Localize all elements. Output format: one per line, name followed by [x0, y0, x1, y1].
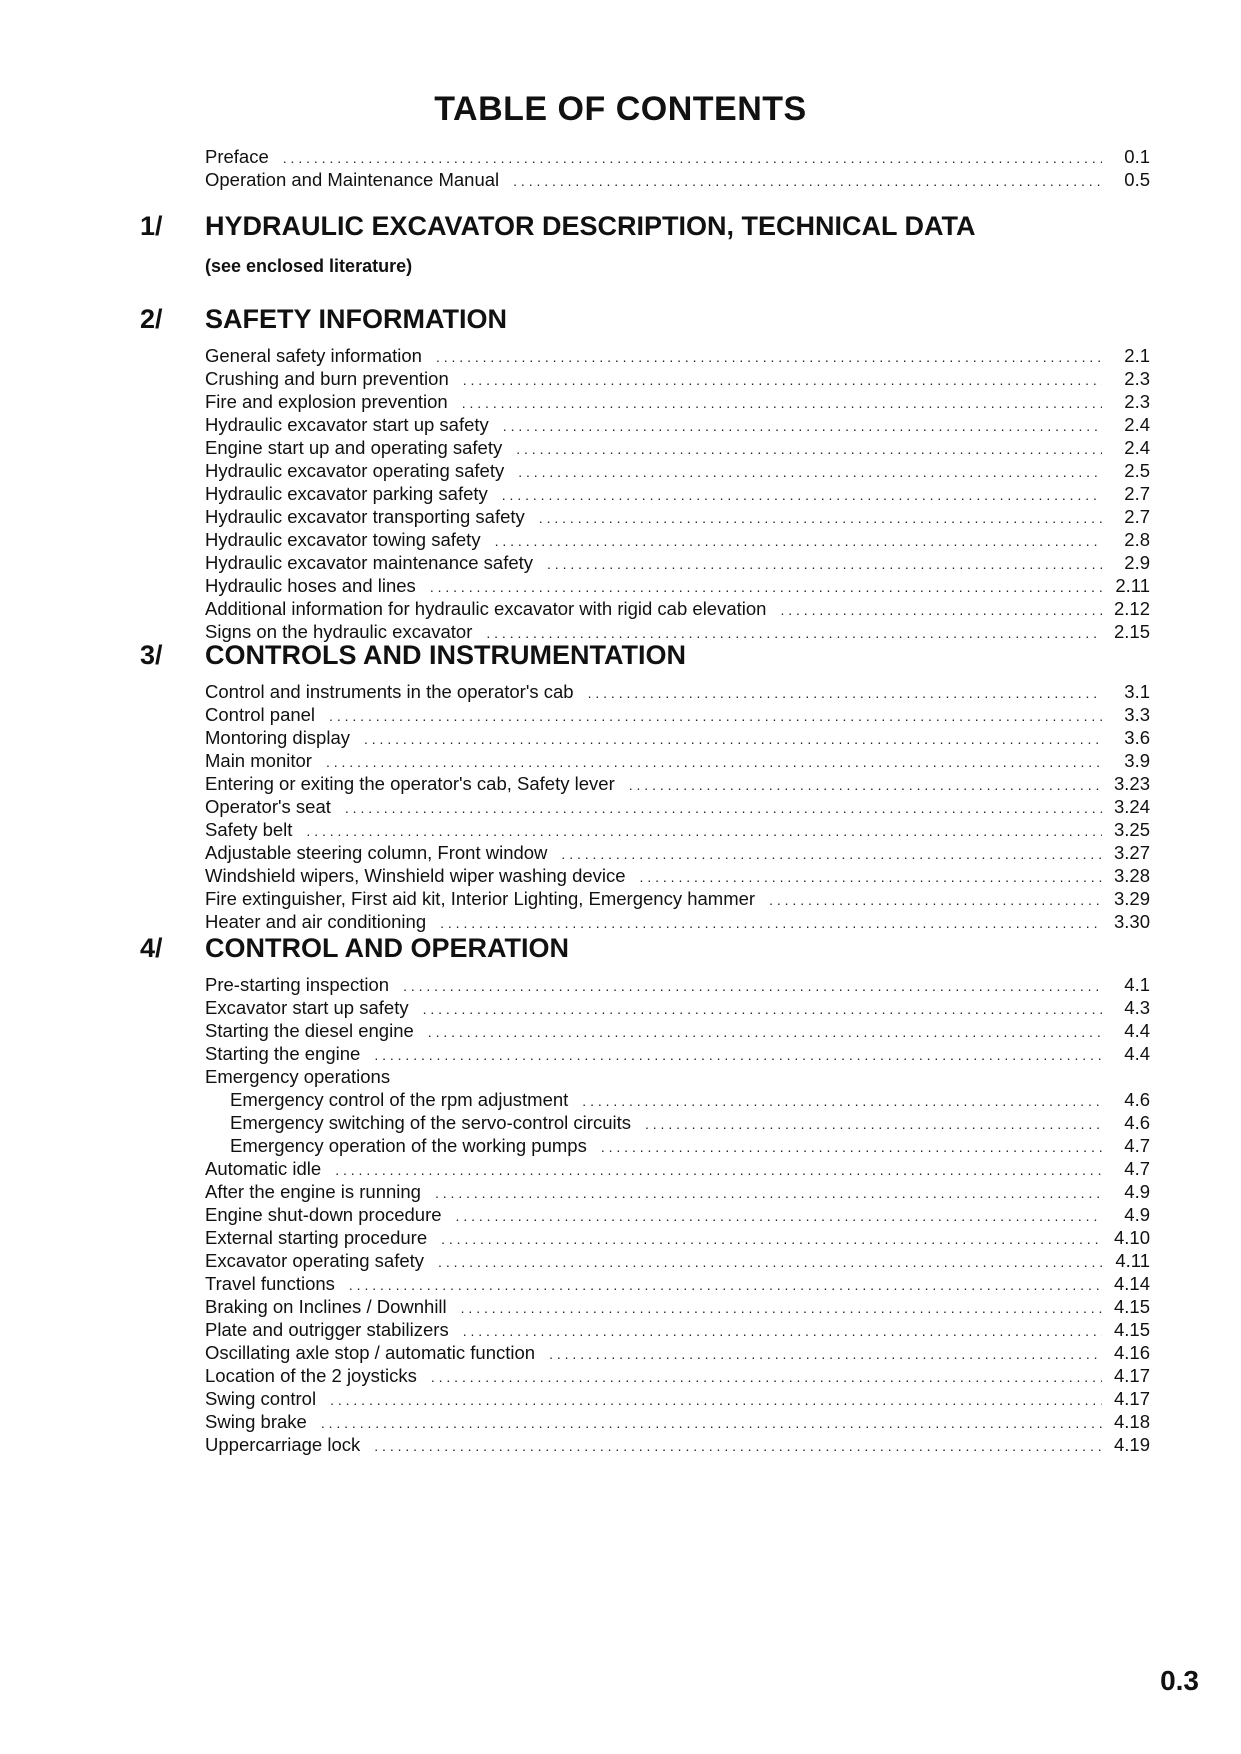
toc-section-4-list [205, 973, 1150, 1456]
toc-dot-leader [435, 1182, 1102, 1205]
toc-dot-leader [440, 912, 1102, 935]
toc-entry-label: Hydraulic excavator transporting safety [205, 506, 525, 527]
toc-entry [205, 505, 1150, 528]
toc-entry [205, 344, 1150, 367]
toc-entry-label: Main monitor [205, 750, 312, 771]
toc-entry [205, 910, 1150, 933]
toc-entry [205, 996, 1150, 1019]
toc-entry-page: 2.8 [1124, 529, 1150, 550]
toc-entry-label: Hydraulic excavator maintenance safety [205, 552, 534, 573]
toc-entry-label: Hydraulic excavator towing safety [205, 529, 481, 550]
toc-entry-label: Excavator start up safety [205, 997, 409, 1018]
toc-entry-page: 4.1 [1124, 974, 1150, 995]
toc-entry [205, 1088, 1150, 1111]
toc-entry-label: Preface [205, 146, 269, 167]
toc-entry-page: 4.19 [1113, 1434, 1150, 1455]
toc-entry-page: 2.4 [1124, 414, 1150, 435]
toc-entry-label: Additional information for hydraulic excavator with rigid cab elevation [205, 598, 767, 619]
toc-dot-leader [423, 998, 1102, 1021]
toc-entry-label: External starting procedure [205, 1227, 428, 1248]
toc-entry-label: Hydraulic excavator start up safety [205, 414, 489, 435]
toc-entry-page: 3.23 [1113, 773, 1150, 794]
toc-entry-page: 4.4 [1124, 1043, 1150, 1064]
toc-entry [205, 1134, 1150, 1157]
toc-entry-label: Hydraulic hoses and lines [205, 575, 416, 596]
toc-entry-page: 2.3 [1124, 368, 1150, 389]
toc-dot-leader [582, 1090, 1102, 1113]
toc-dot-leader [349, 1274, 1102, 1297]
toc-entry-label: Adjustable steering column, Front window [205, 842, 548, 863]
toc-entry-page: 0.1 [1124, 146, 1150, 167]
toc-dot-leader [640, 866, 1102, 889]
toc-dot-leader [436, 346, 1102, 369]
toc-dot-leader [561, 843, 1102, 866]
toc-dot-leader [430, 576, 1102, 599]
toc-entry-label: Starting the engine [205, 1043, 361, 1064]
toc-dot-leader [549, 1343, 1102, 1366]
toc-entry [205, 413, 1150, 436]
toc-dot-leader [364, 728, 1102, 751]
toc-entry-page: 3.27 [1113, 842, 1150, 863]
toc-entry-page: 2.15 [1113, 621, 1150, 642]
toc-dot-leader [769, 889, 1102, 912]
toc-entry-label: Emergency switching of the servo-control circuits [230, 1112, 631, 1133]
toc-entry [205, 1387, 1150, 1410]
toc-entry-page: 4.7 [1124, 1158, 1150, 1179]
toc-entry-label: Hydraulic excavator parking safety [205, 483, 488, 504]
toc-entry-label: Windshield wipers, Winshield wiper washing device [205, 865, 626, 886]
toc-entry [205, 772, 1150, 795]
toc-entry [205, 1410, 1150, 1433]
toc-dot-leader [345, 797, 1102, 820]
toc-entry [205, 390, 1150, 413]
toc-dot-leader [516, 438, 1102, 461]
toc-dot-leader [547, 553, 1102, 576]
toc-dot-leader [321, 1412, 1102, 1435]
toc-entry-page: 2.1 [1124, 345, 1150, 366]
toc-entry [205, 1226, 1150, 1249]
toc-entry [205, 1272, 1150, 1295]
toc-entry-page: 3.30 [1113, 911, 1150, 932]
toc-dot-leader [518, 461, 1102, 484]
toc-entry [205, 703, 1150, 726]
toc-entry [205, 1065, 1150, 1088]
toc-entry-page: 4.17 [1113, 1388, 1150, 1409]
toc-entry-label: Plate and outrigger stabilizers [205, 1319, 449, 1340]
toc-entry [205, 436, 1150, 459]
toc-dot-leader [645, 1113, 1102, 1136]
toc-entry-label: Signs on the hydraulic excavator [205, 621, 473, 642]
toc-entry [205, 168, 1150, 191]
toc-entry [205, 482, 1150, 505]
toc-entry-page: 2.7 [1124, 506, 1150, 527]
toc-entry-page: 2.7 [1124, 483, 1150, 504]
toc-entry [205, 1019, 1150, 1042]
toc-entry-page: 4.7 [1124, 1135, 1150, 1156]
toc-entry-page: 2.12 [1113, 598, 1150, 619]
toc-dot-leader [441, 1228, 1102, 1251]
toc-entry-page: 4.10 [1113, 1227, 1150, 1248]
toc-dot-leader [629, 774, 1102, 797]
toc-entry-label: After the engine is running [205, 1181, 421, 1202]
toc-entry [205, 726, 1150, 749]
toc-entry-page: 4.18 [1113, 1411, 1150, 1432]
toc-entry [205, 1433, 1150, 1456]
toc-entry-label: Fire and explosion prevention [205, 391, 448, 412]
toc-entry-label: Control panel [205, 704, 316, 725]
toc-entry [205, 1318, 1150, 1341]
toc-entry [205, 887, 1150, 910]
toc-entry-label: Fire extinguisher, First aid kit, Interior Lighting, Emergency hammer [205, 888, 756, 909]
toc-entry [205, 818, 1150, 841]
section-number: 4/ [140, 933, 163, 963]
toc-entry [205, 1364, 1150, 1387]
toc-entry-page: 4.14 [1113, 1273, 1150, 1294]
toc-entry-page: 3.29 [1113, 888, 1150, 909]
toc-entry-page: 2.9 [1124, 552, 1150, 573]
toc-entry-label: Engine start up and operating safety [205, 437, 503, 458]
toc-entry-label: Montoring display [205, 727, 350, 748]
toc-entry-page: 2.4 [1124, 437, 1150, 458]
toc-entry [205, 841, 1150, 864]
toc-entry [205, 1203, 1150, 1226]
toc-entry-label: Operator's seat [205, 796, 331, 817]
toc-entry-page: 4.11 [1115, 1250, 1150, 1271]
toc-entry-page: 3.25 [1113, 819, 1150, 840]
toc-entry-label: Crushing and burn prevention [205, 368, 449, 389]
toc-dot-leader [780, 599, 1102, 622]
toc-dot-leader [503, 415, 1102, 438]
toc-entry-label: Emergency operations [205, 1066, 391, 1087]
toc-entry-page: 4.15 [1113, 1296, 1150, 1317]
toc-entry-label: Entering or exiting the operator's cab, Safety lever [205, 773, 615, 794]
toc-entry [205, 551, 1150, 574]
toc-dot-leader [283, 147, 1102, 170]
toc-section-2-list [205, 344, 1150, 643]
toc-entry-label: Braking on Inclines / Downhill [205, 1296, 447, 1317]
toc-entry [205, 1341, 1150, 1364]
toc-entry-page: 4.6 [1124, 1089, 1150, 1110]
toc-dot-leader [306, 820, 1102, 843]
toc-entry-label: General safety information [205, 345, 422, 366]
toc-entry-page: 2.11 [1115, 575, 1150, 596]
toc-dot-leader [601, 1136, 1102, 1159]
toc-dot-leader [326, 751, 1102, 774]
toc-entry-label: Hydraulic excavator operating safety [205, 460, 505, 481]
toc-entry [205, 1295, 1150, 1318]
toc-entry-page: 3.28 [1113, 865, 1150, 886]
toc-entry-page: 4.17 [1113, 1365, 1150, 1386]
toc-entry-label: Starting the diesel engine [205, 1020, 414, 1041]
toc-entry-label: Pre-starting inspection [205, 974, 390, 995]
toc-dot-leader [588, 682, 1102, 705]
section-number: 3/ [140, 640, 163, 670]
toc-dot-leader [461, 1297, 1102, 1320]
toc-entry-page: 4.9 [1124, 1181, 1150, 1202]
toc-dot-leader [495, 530, 1102, 553]
toc-entry-page: 3.6 [1124, 727, 1150, 748]
toc-entry-page: 4.3 [1124, 997, 1150, 1018]
toc-entry-page: 4.16 [1113, 1342, 1150, 1363]
toc-entry [205, 1157, 1150, 1180]
toc-entry [205, 864, 1150, 887]
toc-entry [205, 973, 1150, 996]
toc-entry-label: Control and instruments in the operator's cab [205, 681, 574, 702]
toc-dot-leader [539, 507, 1102, 530]
toc-entry-page: 2.3 [1124, 391, 1150, 412]
toc-entry-label: Uppercarriage lock [205, 1434, 361, 1455]
toc-entry [205, 749, 1150, 772]
toc-entry-label: Swing control [205, 1388, 317, 1409]
section-title: SAFETY INFORMATION [205, 304, 507, 334]
section-1-note: (see enclosed literature) [205, 256, 413, 276]
toc-entry [205, 574, 1150, 597]
toc-entry [205, 528, 1150, 551]
toc-entry-label: Oscillating axle stop / automatic function [205, 1342, 536, 1363]
section-title: HYDRAULIC EXCAVATOR DESCRIPTION, TECHNICAL DATA [205, 211, 976, 241]
toc-entry-page: 2.5 [1124, 460, 1150, 481]
toc-entry [205, 1249, 1150, 1272]
toc-entry-label: Travel functions [205, 1273, 335, 1294]
toc-entry-label: Excavator operating safety [205, 1250, 425, 1271]
toc-dot-leader [513, 170, 1102, 193]
toc-entry-label: Safety belt [205, 819, 293, 840]
toc-entry [205, 795, 1150, 818]
toc-entry-page: 0.5 [1124, 169, 1150, 190]
toc-entry-label: Automatic idle [205, 1158, 322, 1179]
toc-dot-leader [463, 369, 1102, 392]
toc-entry [205, 1180, 1150, 1203]
toc-dot-leader [462, 392, 1102, 415]
section-title: CONTROLS AND INSTRUMENTATION [205, 640, 686, 670]
toc-dot-leader [431, 1366, 1102, 1389]
toc-entry-label: Heater and air conditioning [205, 911, 427, 932]
toc-entry-page: 3.9 [1124, 750, 1150, 771]
toc-entry-page: 4.9 [1124, 1204, 1150, 1225]
toc-entry [205, 597, 1150, 620]
toc-entry-label: Engine shut-down procedure [205, 1204, 442, 1225]
toc-dot-leader [329, 705, 1102, 728]
toc-entry-label: Location of the 2 joysticks [205, 1365, 417, 1386]
toc-dot-leader [330, 1389, 1102, 1412]
page-title: TABLE OF CONTENTS [434, 90, 807, 128]
toc-dot-leader [403, 975, 1102, 998]
toc-entry-label: Emergency operation of the working pumps [230, 1135, 587, 1156]
toc-entry [205, 1042, 1150, 1065]
toc-dot-leader [456, 1205, 1102, 1228]
toc-entry-page: 3.3 [1124, 704, 1150, 725]
toc-entry-label: Operation and Maintenance Manual [205, 169, 500, 190]
toc-dot-leader [428, 1021, 1102, 1044]
toc-entry-page: 4.4 [1124, 1020, 1150, 1041]
toc-dot-leader [374, 1435, 1102, 1458]
toc-dot-leader [502, 484, 1102, 507]
page-number: 0.3 [1160, 1665, 1199, 1696]
toc-entry [205, 367, 1150, 390]
toc-entry-page: 3.1 [1124, 681, 1150, 702]
toc-entry-page: 3.24 [1113, 796, 1150, 817]
toc-dot-leader [335, 1159, 1102, 1182]
section-number: 1/ [140, 211, 163, 241]
section-title: CONTROL AND OPERATION [205, 933, 569, 963]
toc-dot-leader [374, 1044, 1102, 1067]
toc-entry [205, 145, 1150, 168]
toc-entry [205, 680, 1150, 703]
section-number: 2/ [140, 304, 163, 334]
toc-entry-label: Swing brake [205, 1411, 307, 1432]
toc-entry-page: 4.15 [1113, 1319, 1150, 1340]
toc-entry-label: Emergency control of the rpm adjustment [230, 1089, 569, 1110]
toc-dot-leader [463, 1320, 1102, 1343]
toc-entry [205, 1111, 1150, 1134]
toc-intro-list [205, 145, 1150, 191]
toc-entry-page: 4.6 [1124, 1112, 1150, 1133]
toc-entry [205, 459, 1150, 482]
toc-section-3-list [205, 680, 1150, 933]
toc-dot-leader [438, 1251, 1102, 1274]
